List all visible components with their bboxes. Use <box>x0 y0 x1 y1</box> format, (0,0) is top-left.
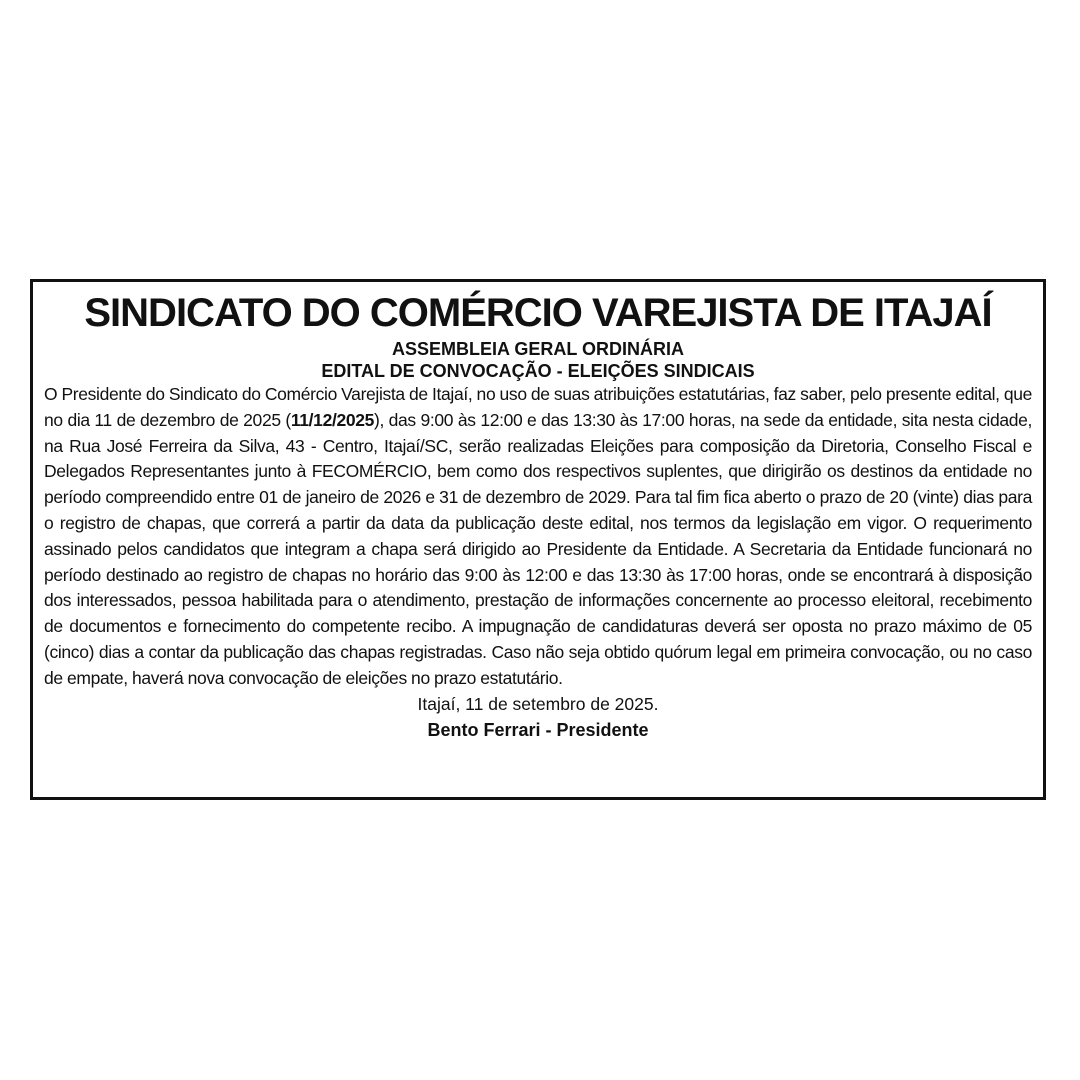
signature: Bento Ferrari - Presidente <box>427 719 649 740</box>
body-text-part-2: ), das 9:00 às 12:00 e das 13:30 às 17:00 horas, na sede da entidade, sita nesta cidade, na Rua José Ferreira da Silva, 43 - Centro, Itajaí/SC, serão realizadas Eleições para composição da Diretoria, Conselho Fiscal e Delegados Representantes junto à FECOMÉRCIO, bem como dos respectivos suplentes, que dirigirão os destinos da entidade no período compreendido entre 01 de janeiro de 2026 e 31 de dezembro de 2029. Para tal fim fica aberto o prazo de 20 (vinte) dias para o registro de chapas, que correrá a partir da data da publicação deste edital, nos termos da legislação em vigor. O requerimento assinado pelos candidatos que integram a chapa será dirigido ao Presidente da Entidade. A Secretaria da Entidade funcionará no período destinado ao registro de chapas no horário das 9:00 às 12:00 e das 13:30 às 17:00 horas, onde se encontrará à disposição dos interessados, pessoa habilitada para o atendimento, prestação de informações concernente ao processo eleitoral, recebimento de documentos e fornecimento do competente recibo. A impugnação de candidaturas deverá ser oposta no prazo máximo de 05 (cinco) dias a contar da publicação das chapas registradas. Caso não seja obtido quórum legal em primeira convocação, ou no caso de empate, haverá nova convocação de eleições no prazo estatutário. <box>44 409 1033 688</box>
notice-body <box>44 382 1032 692</box>
election-date-bold: 11/12/2025 <box>290 409 374 430</box>
edict-subtitle: EDITAL DE CONVOCAÇÃO - ELEIÇÕES SINDICAIS <box>321 361 755 381</box>
place-date: Itajaí, 11 de setembro de 2025. <box>417 693 659 714</box>
notice-title: SINDICATO DO COMÉRCIO VAREJISTA DE ITAJAÍ <box>84 291 992 335</box>
assembly-subtitle: ASSEMBLEIA GERAL ORDINÁRIA <box>391 339 685 359</box>
notice-box <box>30 279 1046 800</box>
body-text-part-1: O Presidente do Sindicato do Comércio Varejista de Itajaí, no uso de suas atribuições estatutárias, faz saber, pelo presente edital, que no dia 11 de dezembro de 2025 ( <box>44 384 1032 430</box>
